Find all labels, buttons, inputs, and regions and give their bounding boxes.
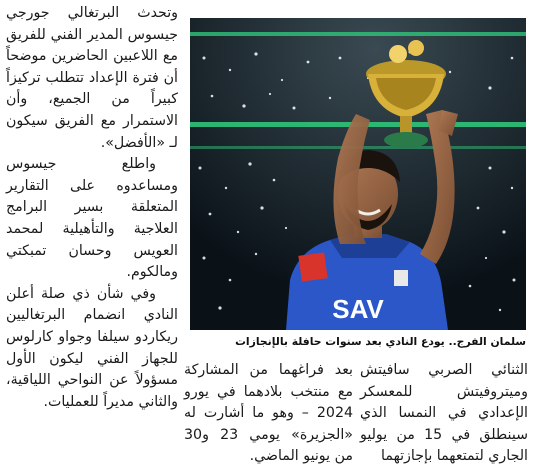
article-column-middle [184, 360, 353, 468]
photo-caption: سلمان الفرج.. يودع النادي بعد سنوات حافلة بالإنجازات [235, 335, 526, 348]
jersey-lettering: SAV [332, 294, 384, 324]
article-paragraph: الثنائي الصربي سافيتش وميتروفيتش للمعسكر الإعدادي في النمسا الذي سينطلق في 15 من يوليو الجاري لتمتعهما بإجازتهما [360, 362, 528, 465]
article-paragraph: بعد فراغهما من المشاركة مع منتخب بلادهما في يورو 2024 – وهو ما أشارت له «الجزيرة» يومي 23 و30 من يونيو الماضي. [184, 362, 353, 465]
article-paragraph: واطلع جيسوس ومساعدوه على التقارير المتعلقة بسير البرامج العلاجية والتأهيلية لمحمد العويس وحسان تمبكتي ومالكوم. [6, 156, 178, 281]
article-column-left [6, 3, 178, 413]
article-paragraph: وتحدث البرتغالي جورجي جيسوس المدير الفني للفريق مع اللاعبين الحاضرين موضحاً أن فترة الإعداد تتطلب تركيزاً كبيراً من الجميع، وأن الاستمرار مع الفريق سيكون لـ «الأفضل». [6, 5, 178, 151]
news-photo [190, 18, 526, 330]
article-column-right [360, 360, 528, 468]
article-paragraph: وفي شأن ذي صلة أعلن النادي انضمام البرتغاليين ريكاردو سيلفا وجواو كارلوس للجهاز الفني ليكون الأول مسؤولاً عن النواحي اللياقية، والثاني مديراً للعمليات. [6, 285, 178, 410]
